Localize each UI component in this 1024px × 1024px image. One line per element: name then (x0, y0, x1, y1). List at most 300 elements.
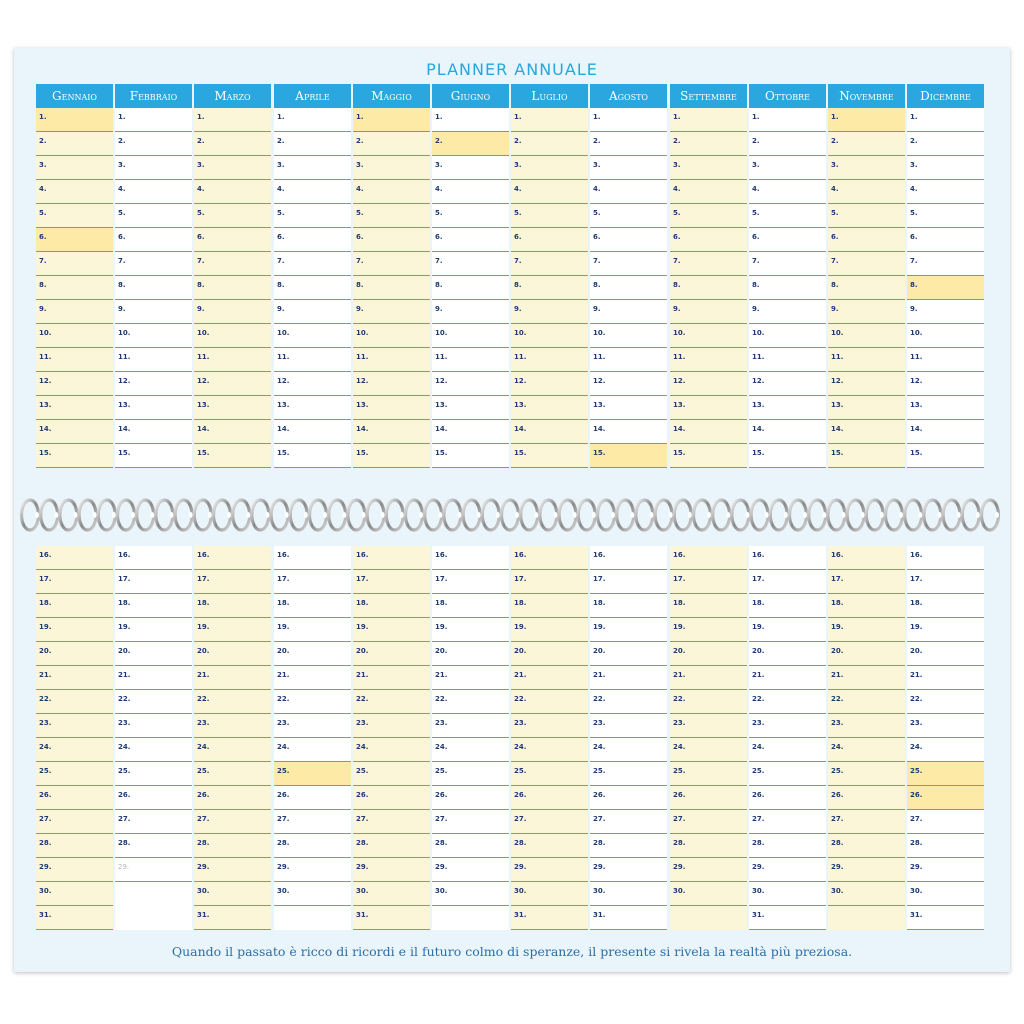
day-cell[interactable] (274, 762, 351, 786)
day-cell[interactable] (590, 228, 667, 252)
day-cell[interactable] (907, 300, 984, 324)
day-cell[interactable] (432, 396, 509, 420)
day-cell[interactable] (749, 132, 826, 156)
day-cell[interactable] (749, 156, 826, 180)
day-cell[interactable] (353, 618, 430, 642)
day-cell[interactable] (36, 300, 113, 324)
day-cell[interactable] (749, 858, 826, 882)
day-cell[interactable] (36, 810, 113, 834)
day-cell[interactable] (194, 132, 271, 156)
day-cell[interactable] (36, 396, 113, 420)
day-cell[interactable] (670, 348, 747, 372)
day-cell[interactable] (670, 252, 747, 276)
day-cell[interactable] (907, 762, 984, 786)
day-cell[interactable] (749, 300, 826, 324)
day-cell[interactable] (590, 786, 667, 810)
day-cell[interactable] (36, 642, 113, 666)
day-cell[interactable] (194, 594, 271, 618)
day-cell[interactable] (590, 834, 667, 858)
day-cell[interactable] (907, 594, 984, 618)
day-cell[interactable] (511, 204, 588, 228)
day-cell[interactable] (511, 420, 588, 444)
day-cell[interactable] (828, 156, 905, 180)
day-cell[interactable] (115, 546, 192, 570)
day-cell[interactable] (590, 594, 667, 618)
day-cell[interactable] (511, 714, 588, 738)
day-cell[interactable] (432, 786, 509, 810)
day-cell[interactable] (511, 738, 588, 762)
day-cell[interactable] (353, 420, 430, 444)
day-cell[interactable] (353, 372, 430, 396)
day-cell[interactable] (274, 666, 351, 690)
day-cell[interactable] (907, 546, 984, 570)
day-cell[interactable] (511, 882, 588, 906)
day-cell[interactable] (907, 786, 984, 810)
day-cell[interactable] (36, 132, 113, 156)
day-cell[interactable] (749, 642, 826, 666)
day-cell[interactable] (828, 738, 905, 762)
day-cell[interactable] (907, 738, 984, 762)
day-cell[interactable] (115, 738, 192, 762)
day-cell[interactable] (828, 276, 905, 300)
day-cell[interactable] (36, 180, 113, 204)
day-cell[interactable] (907, 396, 984, 420)
day-cell[interactable] (511, 618, 588, 642)
day-cell[interactable] (511, 228, 588, 252)
day-cell[interactable] (749, 738, 826, 762)
day-cell[interactable] (590, 180, 667, 204)
day-cell[interactable] (590, 618, 667, 642)
day-cell[interactable] (432, 276, 509, 300)
day-cell[interactable] (432, 618, 509, 642)
day-cell[interactable] (590, 108, 667, 132)
day-cell[interactable] (274, 204, 351, 228)
day-cell[interactable] (194, 738, 271, 762)
day-cell[interactable] (274, 594, 351, 618)
day-cell[interactable] (274, 642, 351, 666)
day-cell[interactable] (828, 666, 905, 690)
day-cell[interactable] (274, 786, 351, 810)
day-cell[interactable] (749, 276, 826, 300)
day-cell[interactable] (590, 204, 667, 228)
day-cell[interactable] (115, 834, 192, 858)
day-cell[interactable] (511, 372, 588, 396)
day-cell[interactable] (194, 834, 271, 858)
day-cell[interactable] (670, 858, 747, 882)
day-cell[interactable] (432, 858, 509, 882)
day-cell[interactable] (511, 666, 588, 690)
day-cell[interactable] (670, 642, 747, 666)
day-cell[interactable] (670, 714, 747, 738)
day-cell[interactable] (907, 810, 984, 834)
day-cell[interactable] (749, 546, 826, 570)
day-cell[interactable] (749, 906, 826, 930)
day-cell[interactable] (590, 156, 667, 180)
day-cell[interactable] (828, 834, 905, 858)
day-cell[interactable] (353, 300, 430, 324)
day-cell[interactable] (194, 420, 271, 444)
day-cell[interactable] (590, 882, 667, 906)
day-cell[interactable] (353, 810, 430, 834)
day-cell[interactable] (828, 786, 905, 810)
day-cell[interactable] (670, 156, 747, 180)
day-cell[interactable] (115, 228, 192, 252)
day-cell[interactable] (274, 690, 351, 714)
day-cell[interactable] (36, 858, 113, 882)
day-cell[interactable] (36, 762, 113, 786)
day-cell[interactable] (353, 594, 430, 618)
day-cell[interactable] (828, 594, 905, 618)
day-cell[interactable] (432, 372, 509, 396)
day-cell[interactable] (353, 108, 430, 132)
day-cell[interactable] (36, 834, 113, 858)
day-cell[interactable] (670, 834, 747, 858)
day-cell[interactable] (353, 834, 430, 858)
day-cell[interactable] (353, 738, 430, 762)
day-cell[interactable] (511, 594, 588, 618)
day-cell[interactable] (828, 642, 905, 666)
day-cell[interactable] (194, 690, 271, 714)
day-cell[interactable] (590, 666, 667, 690)
day-cell[interactable] (274, 276, 351, 300)
day-cell[interactable] (670, 420, 747, 444)
day-cell[interactable] (749, 834, 826, 858)
day-cell[interactable] (115, 786, 192, 810)
day-cell[interactable] (432, 810, 509, 834)
day-cell[interactable] (828, 810, 905, 834)
day-cell[interactable] (194, 546, 271, 570)
day-cell[interactable] (749, 810, 826, 834)
day-cell[interactable] (749, 180, 826, 204)
day-cell[interactable] (36, 348, 113, 372)
day-cell[interactable] (749, 666, 826, 690)
day-cell[interactable] (511, 546, 588, 570)
day-cell[interactable] (274, 738, 351, 762)
day-cell[interactable] (670, 786, 747, 810)
day-cell[interactable] (590, 372, 667, 396)
day-cell[interactable] (194, 762, 271, 786)
day-cell[interactable] (194, 810, 271, 834)
day-cell[interactable] (749, 204, 826, 228)
day-cell[interactable] (670, 882, 747, 906)
day-cell[interactable] (194, 444, 271, 468)
day-cell[interactable] (828, 396, 905, 420)
day-cell[interactable] (670, 570, 747, 594)
day-cell[interactable] (36, 276, 113, 300)
day-cell[interactable] (432, 714, 509, 738)
day-cell[interactable] (115, 666, 192, 690)
day-cell[interactable] (115, 858, 192, 882)
day-cell[interactable] (907, 132, 984, 156)
day-cell[interactable] (432, 108, 509, 132)
day-cell[interactable] (115, 300, 192, 324)
day-cell[interactable] (907, 156, 984, 180)
day-cell[interactable] (274, 180, 351, 204)
day-cell[interactable] (274, 858, 351, 882)
day-cell[interactable] (511, 396, 588, 420)
day-cell[interactable] (194, 300, 271, 324)
day-cell[interactable] (115, 276, 192, 300)
day-cell[interactable] (36, 906, 113, 930)
day-cell[interactable] (274, 156, 351, 180)
day-cell[interactable] (194, 858, 271, 882)
day-cell[interactable] (590, 690, 667, 714)
day-cell[interactable] (828, 546, 905, 570)
day-cell[interactable] (432, 228, 509, 252)
day-cell[interactable] (670, 444, 747, 468)
day-cell[interactable] (749, 444, 826, 468)
day-cell[interactable] (511, 690, 588, 714)
day-cell[interactable] (907, 642, 984, 666)
day-cell[interactable] (432, 738, 509, 762)
day-cell[interactable] (353, 276, 430, 300)
day-cell[interactable] (36, 228, 113, 252)
day-cell[interactable] (511, 348, 588, 372)
day-cell[interactable] (590, 324, 667, 348)
day-cell[interactable] (749, 618, 826, 642)
day-cell[interactable] (194, 108, 271, 132)
day-cell[interactable] (670, 738, 747, 762)
day-cell[interactable] (749, 714, 826, 738)
day-cell[interactable] (36, 618, 113, 642)
day-cell[interactable] (670, 810, 747, 834)
day-cell[interactable] (432, 420, 509, 444)
day-cell[interactable] (194, 786, 271, 810)
day-cell[interactable] (749, 324, 826, 348)
day-cell[interactable] (115, 714, 192, 738)
day-cell[interactable] (511, 858, 588, 882)
day-cell[interactable] (511, 252, 588, 276)
day-cell[interactable] (828, 882, 905, 906)
day-cell[interactable] (274, 714, 351, 738)
day-cell[interactable] (907, 906, 984, 930)
day-cell[interactable] (194, 156, 271, 180)
day-cell[interactable] (36, 372, 113, 396)
day-cell[interactable] (274, 324, 351, 348)
day-cell[interactable] (353, 546, 430, 570)
day-cell[interactable] (194, 372, 271, 396)
day-cell[interactable] (274, 420, 351, 444)
day-cell[interactable] (194, 882, 271, 906)
day-cell[interactable] (194, 204, 271, 228)
day-cell[interactable] (907, 204, 984, 228)
day-cell[interactable] (115, 420, 192, 444)
day-cell[interactable] (36, 666, 113, 690)
day-cell[interactable] (670, 546, 747, 570)
day-cell[interactable] (511, 810, 588, 834)
day-cell[interactable] (907, 882, 984, 906)
day-cell[interactable] (432, 546, 509, 570)
day-cell[interactable] (194, 714, 271, 738)
day-cell[interactable] (36, 738, 113, 762)
day-cell[interactable] (907, 714, 984, 738)
day-cell[interactable] (353, 714, 430, 738)
day-cell[interactable] (670, 666, 747, 690)
day-cell[interactable] (590, 810, 667, 834)
day-cell[interactable] (828, 714, 905, 738)
day-cell[interactable] (670, 300, 747, 324)
day-cell[interactable] (511, 834, 588, 858)
day-cell[interactable] (274, 228, 351, 252)
day-cell[interactable] (36, 324, 113, 348)
day-cell[interactable] (432, 204, 509, 228)
day-cell[interactable] (511, 324, 588, 348)
day-cell[interactable] (274, 618, 351, 642)
day-cell[interactable] (511, 132, 588, 156)
day-cell[interactable] (749, 570, 826, 594)
day-cell[interactable] (36, 444, 113, 468)
day-cell[interactable] (828, 324, 905, 348)
day-cell[interactable] (749, 228, 826, 252)
day-cell[interactable] (590, 276, 667, 300)
day-cell[interactable] (115, 372, 192, 396)
day-cell[interactable] (115, 348, 192, 372)
day-cell[interactable] (670, 618, 747, 642)
day-cell[interactable] (115, 396, 192, 420)
day-cell[interactable] (670, 108, 747, 132)
day-cell[interactable] (749, 762, 826, 786)
day-cell[interactable] (670, 594, 747, 618)
day-cell[interactable] (828, 858, 905, 882)
day-cell[interactable] (194, 618, 271, 642)
day-cell[interactable] (749, 594, 826, 618)
day-cell[interactable] (828, 570, 905, 594)
day-cell[interactable] (115, 156, 192, 180)
day-cell[interactable] (432, 324, 509, 348)
day-cell[interactable] (432, 642, 509, 666)
day-cell[interactable] (907, 348, 984, 372)
day-cell[interactable] (194, 642, 271, 666)
day-cell[interactable] (670, 324, 747, 348)
day-cell[interactable] (36, 204, 113, 228)
day-cell[interactable] (590, 300, 667, 324)
day-cell[interactable] (590, 906, 667, 930)
day-cell[interactable] (511, 300, 588, 324)
day-cell[interactable] (907, 444, 984, 468)
day-cell[interactable] (274, 252, 351, 276)
day-cell[interactable] (115, 642, 192, 666)
day-cell[interactable] (590, 570, 667, 594)
day-cell[interactable] (749, 372, 826, 396)
day-cell[interactable] (590, 252, 667, 276)
day-cell[interactable] (115, 204, 192, 228)
day-cell[interactable] (828, 300, 905, 324)
day-cell[interactable] (907, 252, 984, 276)
day-cell[interactable] (828, 180, 905, 204)
day-cell[interactable] (590, 714, 667, 738)
day-cell[interactable] (115, 324, 192, 348)
day-cell[interactable] (907, 834, 984, 858)
day-cell[interactable] (36, 546, 113, 570)
day-cell[interactable] (274, 546, 351, 570)
day-cell[interactable] (432, 348, 509, 372)
day-cell[interactable] (590, 132, 667, 156)
day-cell[interactable] (432, 690, 509, 714)
day-cell[interactable] (274, 810, 351, 834)
day-cell[interactable] (670, 180, 747, 204)
day-cell[interactable] (670, 396, 747, 420)
day-cell[interactable] (194, 228, 271, 252)
day-cell[interactable] (115, 132, 192, 156)
day-cell[interactable] (274, 300, 351, 324)
day-cell[interactable] (274, 372, 351, 396)
day-cell[interactable] (511, 570, 588, 594)
day-cell[interactable] (36, 786, 113, 810)
day-cell[interactable] (670, 762, 747, 786)
day-cell[interactable] (670, 690, 747, 714)
day-cell[interactable] (907, 372, 984, 396)
day-cell[interactable] (274, 348, 351, 372)
day-cell[interactable] (432, 252, 509, 276)
day-cell[interactable] (828, 108, 905, 132)
day-cell[interactable] (828, 762, 905, 786)
day-cell[interactable] (590, 348, 667, 372)
day-cell[interactable] (353, 396, 430, 420)
day-cell[interactable] (115, 444, 192, 468)
day-cell[interactable] (353, 156, 430, 180)
day-cell[interactable] (432, 666, 509, 690)
day-cell[interactable] (194, 666, 271, 690)
day-cell[interactable] (115, 252, 192, 276)
day-cell[interactable] (353, 858, 430, 882)
day-cell[interactable] (670, 132, 747, 156)
day-cell[interactable] (590, 444, 667, 468)
day-cell[interactable] (828, 252, 905, 276)
day-cell[interactable] (907, 618, 984, 642)
day-cell[interactable] (353, 762, 430, 786)
day-cell[interactable] (274, 570, 351, 594)
day-cell[interactable] (749, 348, 826, 372)
day-cell[interactable] (353, 228, 430, 252)
day-cell[interactable] (511, 786, 588, 810)
day-cell[interactable] (590, 738, 667, 762)
day-cell[interactable] (511, 108, 588, 132)
day-cell[interactable] (115, 690, 192, 714)
day-cell[interactable] (907, 228, 984, 252)
day-cell[interactable] (353, 252, 430, 276)
day-cell[interactable] (670, 204, 747, 228)
day-cell[interactable] (432, 762, 509, 786)
day-cell[interactable] (36, 156, 113, 180)
day-cell[interactable] (907, 180, 984, 204)
day-cell[interactable] (194, 276, 271, 300)
day-cell[interactable] (749, 690, 826, 714)
day-cell[interactable] (511, 906, 588, 930)
day-cell[interactable] (749, 396, 826, 420)
day-cell[interactable] (36, 570, 113, 594)
day-cell[interactable] (353, 882, 430, 906)
day-cell[interactable] (274, 444, 351, 468)
day-cell[interactable] (353, 690, 430, 714)
day-cell[interactable] (907, 690, 984, 714)
day-cell[interactable] (907, 570, 984, 594)
day-cell[interactable] (274, 834, 351, 858)
day-cell[interactable] (274, 108, 351, 132)
day-cell[interactable] (115, 762, 192, 786)
day-cell[interactable] (828, 132, 905, 156)
day-cell[interactable] (36, 108, 113, 132)
day-cell[interactable] (511, 642, 588, 666)
day-cell[interactable] (36, 882, 113, 906)
day-cell[interactable] (115, 594, 192, 618)
day-cell[interactable] (353, 570, 430, 594)
day-cell[interactable] (432, 132, 509, 156)
day-cell[interactable] (353, 204, 430, 228)
day-cell[interactable] (590, 396, 667, 420)
day-cell[interactable] (907, 858, 984, 882)
day-cell[interactable] (590, 420, 667, 444)
day-cell[interactable] (115, 108, 192, 132)
